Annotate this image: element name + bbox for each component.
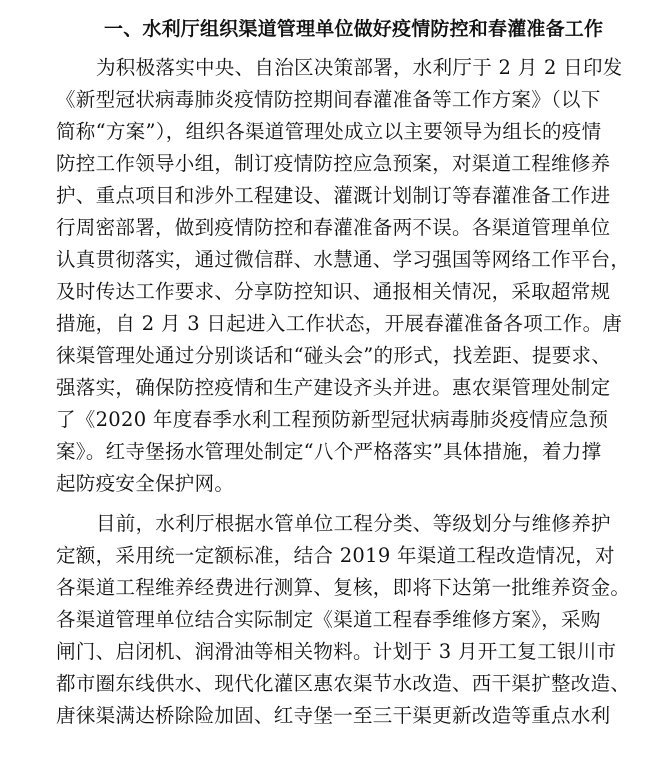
text-line: 闸门、启闭机、润滑油等相关物料。计划于 3 月开工复工银川市 xyxy=(56,640,617,663)
text-line: 认真贯彻落实，通过微信群、水慧通、学习强国等网络工作平台， xyxy=(56,248,631,271)
text-line: 起防疫安全保护网。 xyxy=(56,472,235,495)
paragraph-2 xyxy=(56,508,631,732)
text-line: 防控工作领导小组，制订疫情防控应急预案，对渠道工程维修养 xyxy=(56,152,611,175)
text-line: 定额，采用统一定额标准，结合 2019 年渠道工程改造情况，对 xyxy=(56,544,615,567)
text-line: 各渠道工程维养经费进行测算、复核，即将下达第一批维养资金。 xyxy=(56,576,631,599)
text-line: 为积极落实中央、自治区决策部署，水利厅于 2 月 2 日印发 xyxy=(96,56,623,79)
text-line: 目前，水利厅根据水管单位工程分类、等级划分与维修养护 xyxy=(96,512,611,535)
text-line: 强落实，确保防控疫情和生产建设齐头并进。惠农渠管理处制定 xyxy=(56,376,611,399)
text-line: 都市圈东线供水、现代化灌区惠农渠节水改造、西干渠扩整改造、 xyxy=(56,672,631,695)
text-line: 行周密部署，做到疫情防控和春灌准备两不误。各渠道管理单位 xyxy=(56,216,611,239)
document-page xyxy=(56,14,631,732)
text-line: 《新型冠状病毒肺炎疫情防控期间春灌准备等工作方案》（以下 xyxy=(56,88,601,111)
text-line: 徕渠管理处通过分别谈话和“碰头会”的形式，找差距、提要求、 xyxy=(56,344,612,367)
text-line: 护、重点项目和涉外工程建设、灌溉计划制订等春灌准备工作进 xyxy=(56,184,611,207)
paragraph-1 xyxy=(56,52,631,500)
text-line: 及时传达工作要求、分享防控知识、通报相关情况，采取超常规 xyxy=(56,280,611,303)
text-line: 案》。红寺堡扬水管理处制定“八个严格落实”具体措施，着力撑 xyxy=(56,440,602,463)
text-line: 各渠道管理单位结合实际制定《渠道工程春季维修方案》，采购 xyxy=(56,608,601,631)
section-heading: 一、水利厅组织渠道管理单位做好疫情防控和春灌准备工作 xyxy=(104,18,604,40)
text-line: 了《2020 年度春季水利工程预防新型冠状病毒肺炎疫情应急预 xyxy=(56,408,609,431)
text-line: 唐徕渠满达桥除险加固、红寺堡一至三干渠更新改造等重点水利 xyxy=(56,704,611,727)
text-line: 简称“方案”），组织各渠道管理处成立以主要领导为组长的疫情 xyxy=(56,120,602,143)
text-line: 措施，自 2 月 3 日起进入工作状态，开展春灌准备各项工作。唐 xyxy=(56,312,623,335)
